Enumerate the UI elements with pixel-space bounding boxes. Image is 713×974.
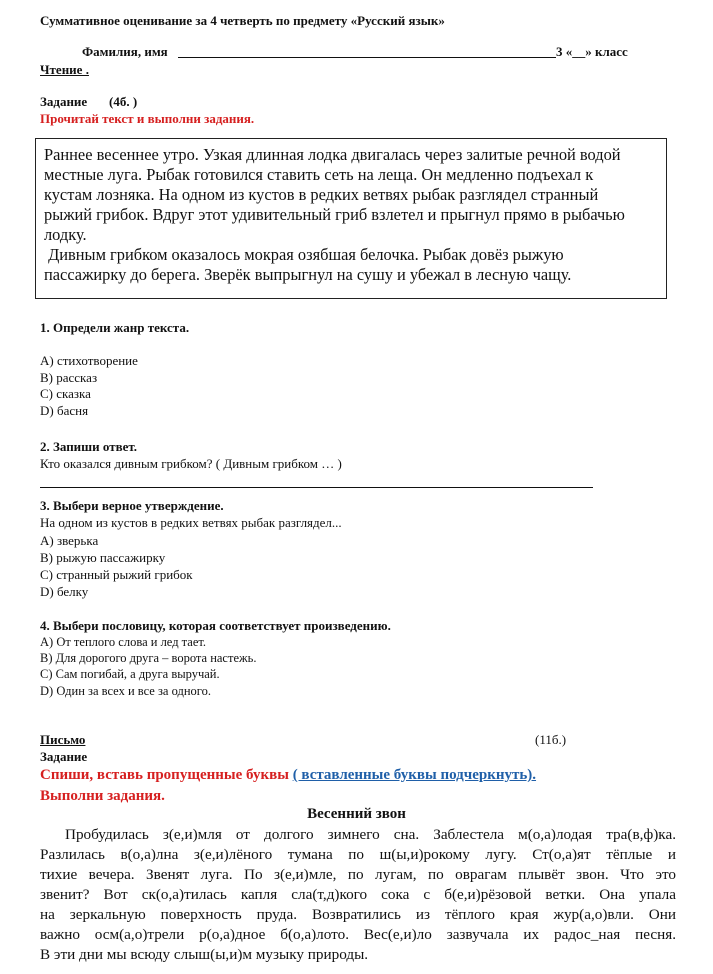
question-1-option-d[interactable]: D) басня	[40, 403, 89, 418]
question-1-option-a[interactable]: A) стихотворение	[40, 353, 138, 368]
question-1-title: 1. Определи жанр текста.	[40, 320, 190, 335]
writing-instruction-2: Выполни задания.	[40, 788, 165, 804]
question-3-title: 3. Выбери верное утверждение.	[40, 498, 224, 513]
class-label: 3 «__» класс	[556, 44, 628, 59]
question-2-prompt: Кто оказался дивным грибком? ( Дивным грибком … )	[40, 456, 342, 471]
question-4-option-c[interactable]: C) Сам погибай, а друга выручай.	[40, 667, 220, 681]
writing-text-line: В эти дни мы всюду слыш(ы,и)м музыку природы.	[40, 946, 369, 963]
question-1-option-c[interactable]: C) сказка	[40, 386, 91, 401]
answer-line[interactable]	[40, 487, 593, 488]
reading-text-line: Дивным грибком оказалось мокрая озябшая белочка. Рыбак довёз рыжую	[44, 245, 564, 264]
name-label: Фамилия, имя	[82, 44, 168, 59]
reading-text-line: местные луга. Рыбак готовился ставить сеть на леща. Он медленно подъехал к	[44, 165, 594, 184]
writing-instruction	[40, 767, 536, 784]
question-4-option-a[interactable]: A) От теплого слова и лед тает.	[40, 635, 207, 649]
question-3-option-a[interactable]: A) зверька	[40, 533, 99, 548]
page-title: Суммативное оценивание за 4 четверть по предмету «Русский язык»	[40, 13, 445, 28]
reading-points: (4б. )	[109, 94, 138, 109]
reading-section-title: Чтение .	[40, 62, 89, 77]
question-1-option-b[interactable]: B) рассказ	[40, 370, 98, 385]
question-3-prompt: На одном из кустов в редких ветвях рыбак разглядел...	[40, 515, 342, 530]
writing-text-line: Разлилась в(о,а)лна з(е,и)лёного тумана по ш(ы,и)рокому лугу. Ст(о,а)ят тёплые и	[40, 846, 676, 863]
reading-text-line: рыжий грибок. Вдруг этот удивительный гриб взлетел и прыгнул прямо в рыбачью	[44, 205, 625, 224]
reading-text-line: пассажирку до берега. Зверёк выпрыгнул на сушу и убежал в лесную чащу.	[44, 265, 572, 284]
question-4-title: 4. Выбери пословицу, которая соответствует произведению.	[40, 618, 391, 633]
question-3-option-b[interactable]: B) рыжую пассажирку	[40, 550, 166, 565]
question-4-option-d[interactable]: D) Один за всех и все за одного.	[40, 684, 211, 698]
writing-text-line: звенит? Вот ск(о,а)тилась капля сла(т,д)кого сока с б(е,и)рёзовой ветки. Она упала	[40, 886, 676, 903]
writing-text-line: на зеркальную поверхность пруда. Возвратились из тёплого края жур(а,о)вли. Они	[40, 906, 676, 923]
writing-section-title: Письмо	[40, 732, 86, 747]
question-3-option-c[interactable]: C) странный рыжий грибок	[40, 567, 193, 582]
question-2-title: 2. Запиши ответ.	[40, 439, 138, 454]
question-3-option-d[interactable]: D) белку	[40, 584, 89, 599]
reading-task-label: Задание	[40, 94, 88, 109]
instruction-text: Спиши, вставь пропущенные буквы	[40, 767, 293, 783]
writing-text-line: Пробудилась з(е,и)мля от долгого зимнего сна. Заблестела м(о,а)лодая тра(в,ф)ка.	[65, 826, 676, 843]
reading-instruction: Прочитай текст и выполни задания.	[40, 111, 255, 126]
reading-text-line: Раннее весеннее утро. Узкая длинная лодка двигалась через залитые речной водой	[44, 145, 621, 164]
writing-text-line: тихие вечера. Звенят луга. По з(е,и)мле, по лугам, по оврагам плывёт звон. Что это	[40, 866, 676, 883]
writing-text-line: важно осм(а,о)трели р(о,а)дное б(о,а)лото. Вес(е,и)ло зазвучала их радос_ная песня.	[40, 926, 676, 943]
reading-text-line: лодку.	[44, 225, 87, 244]
writing-points: (11б.)	[535, 732, 567, 747]
name-input-line[interactable]	[178, 57, 556, 58]
reading-text-line: кустам лозняка. На одном из кустов в редких ветвях рыбак разглядел странный	[44, 185, 599, 204]
writing-text-title: Весенний звон	[307, 806, 406, 822]
question-4-option-b[interactable]: B) Для дорогого друга – ворота настежь.	[40, 651, 257, 665]
writing-task-label: Задание	[40, 749, 88, 764]
instruction-link[interactable]: ( вставленные буквы подчеркнуть).	[292, 767, 537, 783]
